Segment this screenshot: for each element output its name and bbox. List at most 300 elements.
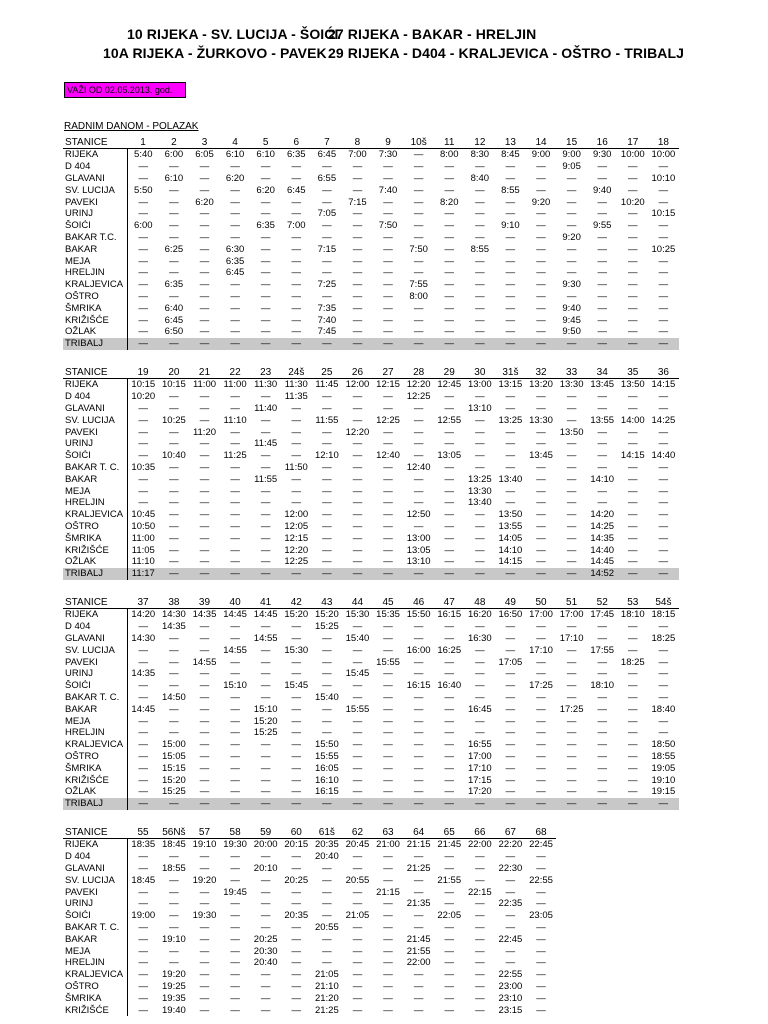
departure-time: — — [536, 208, 546, 220]
departure-time: — — [230, 715, 240, 727]
departure-time: 17:05 — [498, 656, 523, 668]
departure-number: 43 — [321, 596, 333, 608]
station-name: D 404 — [63, 161, 128, 173]
departure-time: 16:55 — [467, 739, 492, 751]
departure-time: — — [618, 798, 649, 810]
departure-time: — — [260, 231, 271, 243]
departure-time: — — [505, 326, 516, 338]
departure-time: 12:55 — [437, 414, 462, 426]
departure-time: 13:15 — [495, 379, 526, 391]
departure-time: — — [383, 727, 393, 739]
station-name: URINJ — [63, 438, 128, 450]
departure-time: — — [505, 196, 516, 208]
departure-time: — — [536, 886, 546, 898]
departure-time: 15:55 — [376, 656, 400, 668]
departure-time: — — [597, 727, 607, 739]
departure-time: — — [138, 450, 149, 462]
departure-time: — — [230, 544, 240, 556]
departure-number: 37 — [137, 596, 149, 608]
departure-time: — — [169, 680, 179, 692]
departure-time: — — [475, 862, 485, 874]
departure-time: — — [597, 739, 607, 751]
departure-time: — — [159, 568, 190, 580]
departure-time: — — [383, 632, 393, 644]
departure-time: — — [291, 969, 302, 981]
departure-time: 8:00 — [409, 290, 428, 302]
departure-time: — — [628, 485, 638, 497]
departure-time: 7:50 — [378, 220, 398, 232]
departure-time: — — [383, 485, 393, 497]
departure-time: — — [413, 326, 424, 338]
departure-time: — — [291, 426, 302, 438]
departure-time: — — [138, 750, 149, 762]
departure-time: — — [230, 279, 240, 291]
departure-time: — — [597, 161, 607, 173]
departure-time: — — [597, 656, 607, 668]
departure-time: — — [505, 750, 516, 762]
departure-time: — — [566, 509, 577, 521]
departure-number: 44 — [351, 596, 364, 608]
departure-time: — — [199, 851, 210, 863]
departure-time: — — [444, 750, 454, 762]
station-row — [63, 544, 679, 556]
departure-time: — — [169, 497, 179, 509]
departure-time: — — [199, 703, 210, 715]
departure-time: — — [658, 715, 669, 727]
departure-time: — — [444, 302, 454, 314]
departure-time: 14:40 — [651, 450, 676, 462]
departure-number: 23 — [260, 366, 272, 378]
departure-time: — — [383, 739, 393, 751]
departure-time: — — [628, 668, 638, 680]
departure-time: — — [138, 1004, 149, 1016]
departure-time: — — [628, 727, 638, 739]
station-row — [63, 279, 679, 291]
station-name: ŠOIĆI — [63, 910, 128, 922]
departure-time: — — [597, 231, 607, 243]
departure-number: 3 — [201, 136, 208, 148]
departure-time: — — [658, 402, 669, 414]
departure-time: — — [505, 172, 516, 184]
departure-time: — — [505, 621, 516, 633]
departure-time: — — [352, 267, 363, 279]
departure-time: — — [587, 338, 618, 350]
departure-time: — — [536, 220, 546, 232]
departure-time: 16:30 — [467, 632, 492, 644]
station-name: RIJEKA — [63, 609, 128, 621]
departure-time: — — [628, 172, 638, 184]
departure-time: — — [230, 762, 240, 774]
departure-time: — — [628, 739, 638, 751]
station-name: GLAVANI — [63, 863, 128, 875]
departure-time: — — [475, 532, 485, 544]
departure-time: — — [322, 668, 332, 680]
station-name: SV. LUCIJA — [63, 644, 128, 656]
departure-number: 22 — [229, 366, 241, 378]
departure-time: — — [322, 886, 332, 898]
departure-time: — — [322, 862, 332, 874]
departure-time: 13:50 — [498, 509, 523, 521]
departure-time: — — [444, 774, 454, 786]
departure-time: 15:15 — [162, 762, 186, 774]
departure-time: — — [566, 656, 577, 668]
departure-time: — — [260, 556, 271, 568]
departure-time: — — [199, 898, 210, 910]
departure-time: 20:30 — [253, 945, 278, 957]
station-name: RIJEKA — [63, 149, 128, 161]
departure-time: 11:35 — [284, 391, 308, 403]
departure-time: — — [444, 668, 454, 680]
departure-time: 19:35 — [162, 992, 186, 1004]
departure-time: 21:25 — [406, 862, 431, 874]
departure-number: 45 — [382, 596, 394, 608]
departure-time: 21:55 — [437, 874, 462, 886]
departure-time: — — [566, 556, 577, 568]
departure-time: — — [291, 786, 302, 798]
departure-time: — — [475, 161, 485, 173]
departure-time: 15:45 — [284, 680, 309, 692]
departure-time: 15:10 — [253, 703, 278, 715]
departure-time: — — [199, 644, 210, 656]
departure-time: — — [505, 680, 516, 692]
departure-time: — — [597, 750, 607, 762]
departure-time: 14:35 — [162, 621, 186, 633]
departure-time: — — [566, 402, 577, 414]
departure-time: — — [475, 980, 485, 992]
departure-time: — — [465, 568, 496, 580]
departure-time: — — [260, 243, 271, 255]
departure-time: — — [444, 933, 454, 945]
departure-time: 16:10 — [314, 774, 339, 786]
departure-time: — — [566, 739, 577, 751]
departure-time: — — [413, 703, 424, 715]
station-row — [63, 969, 556, 981]
departure-time: — — [444, 461, 454, 473]
departure-time: — — [597, 391, 607, 403]
departure-time: — — [138, 290, 149, 302]
departure-time: — — [291, 980, 302, 992]
departure-time: 22:15 — [467, 886, 492, 898]
station-row — [63, 149, 679, 161]
departure-time: — — [413, 438, 424, 450]
departure-time: 8:55 — [470, 243, 490, 255]
station-name: D 404 — [63, 851, 128, 863]
departure-time: 9:40 — [562, 302, 581, 314]
departure-number: 66 — [474, 826, 486, 838]
departure-time: — — [260, 921, 271, 933]
departure-time: — — [169, 544, 179, 556]
departure-time: — — [260, 668, 271, 680]
departure-time: 21:20 — [314, 992, 339, 1004]
station-name: KRALJEVICA — [63, 739, 128, 751]
departure-time: — — [536, 556, 546, 568]
departure-time: — — [597, 196, 607, 208]
departure-time: 17:25 — [529, 680, 553, 692]
departure-time: — — [260, 691, 271, 703]
departure-time: 18:35 — [128, 839, 159, 851]
departure-time: — — [444, 992, 454, 1004]
departure-time: 14:15 — [648, 379, 679, 391]
departure-time: — — [260, 750, 271, 762]
departure-time: — — [169, 921, 179, 933]
departure-time: — — [230, 739, 240, 751]
departure-time: 17:00 — [556, 609, 587, 621]
departure-time: — — [199, 450, 210, 462]
departure-time: — — [628, 426, 638, 438]
departure-time: 6:10 — [250, 149, 281, 161]
departure-time: — — [648, 338, 679, 350]
departure-time: 18:15 — [648, 609, 679, 621]
departure-number: 17 — [627, 136, 639, 148]
departure-time: 14:45 — [250, 609, 281, 621]
departure-time: 13:25 — [498, 414, 523, 426]
departure-time: 17:45 — [587, 609, 618, 621]
departure-time: — — [566, 290, 577, 302]
departure-number: 24š — [288, 366, 305, 378]
departure-time: — — [383, 1004, 393, 1016]
departure-time: — — [536, 980, 546, 992]
departure-time: — — [566, 391, 577, 403]
departure-time: 6:00 — [159, 149, 190, 161]
departure-time: — — [628, 774, 638, 786]
departure-time: — — [169, 715, 179, 727]
departure-time: — — [628, 473, 638, 485]
departure-time: — — [444, 172, 454, 184]
departure-time: 14:30 — [131, 632, 156, 644]
departure-time: — — [658, 279, 669, 291]
departure-time: 22:30 — [498, 862, 523, 874]
departure-time: — — [322, 196, 332, 208]
departure-time: — — [352, 945, 363, 957]
departure-time: — — [475, 945, 485, 957]
departure-time: — — [383, 314, 393, 326]
departure-time: — — [536, 632, 546, 644]
departure-time: 6:20 — [195, 196, 214, 208]
departure-time: — — [505, 302, 516, 314]
departure-time: 23:00 — [498, 980, 523, 992]
departure-time: — — [475, 438, 485, 450]
station-name: SV. LUCIJA — [63, 414, 128, 426]
departure-time: — — [138, 208, 149, 220]
departure-time: — — [199, 172, 210, 184]
departure-time: — — [566, 668, 577, 680]
departure-time: 19:15 — [651, 786, 676, 798]
departure-time: — — [465, 798, 496, 810]
departure-time: — — [566, 243, 577, 255]
departure-time: 13:40 — [467, 497, 492, 509]
departure-time: — — [352, 898, 363, 910]
departure-time: — — [169, 556, 179, 568]
departure-number: 28 — [413, 366, 425, 378]
departure-time: — — [413, 267, 424, 279]
departure-time: — — [628, 461, 638, 473]
departure-time: — — [444, 509, 454, 521]
departure-time: — — [475, 520, 485, 532]
departure-time: 17:10 — [559, 632, 584, 644]
departure-time: — — [536, 750, 546, 762]
departure-time: — — [138, 267, 149, 279]
departure-time: — — [444, 290, 454, 302]
departure-time: 17:20 — [467, 786, 492, 798]
station-name: TRIBALJ — [63, 568, 128, 580]
departure-time: 6:45 — [225, 267, 245, 279]
departure-time: — — [536, 161, 546, 173]
departure-number: 20 — [168, 366, 180, 378]
departure-time: — — [536, 762, 546, 774]
departure-time: — — [383, 302, 393, 314]
departure-time: — — [138, 438, 149, 450]
station-name: MEJA — [63, 255, 128, 267]
departure-time: — — [199, 691, 210, 703]
departure-time: 20:35 — [284, 910, 309, 922]
departure-time: 14:30 — [159, 609, 190, 621]
station-name: ŠOIĆI — [63, 680, 128, 692]
departure-time: — — [566, 267, 577, 279]
departure-time: — — [628, 532, 638, 544]
departure-time: 21:45 — [406, 933, 431, 945]
departure-time: 13:55 — [590, 414, 615, 426]
departure-time: — — [260, 644, 271, 656]
departure-time: — — [658, 497, 669, 509]
departure-time: — — [291, 314, 302, 326]
departure-time: — — [444, 727, 454, 739]
departure-time: — — [505, 874, 516, 886]
departure-time: — — [628, 750, 638, 762]
departure-time: 21:05 — [345, 910, 370, 922]
departure-time: — — [536, 172, 546, 184]
departure-time: — — [169, 520, 179, 532]
departure-time: — — [505, 668, 516, 680]
departure-time: — — [230, 910, 240, 922]
departure-time: — — [138, 851, 149, 863]
stations-label: STANICE — [65, 826, 108, 838]
departure-time: — — [597, 402, 607, 414]
departure-time: — — [505, 921, 516, 933]
departure-time: — — [230, 196, 240, 208]
departure-time: — — [352, 497, 363, 509]
departure-time: 18:55 — [162, 862, 186, 874]
station-row — [63, 739, 679, 751]
departure-time: — — [413, 727, 424, 739]
departure-time: 16:50 — [495, 609, 526, 621]
station-row — [63, 220, 679, 232]
departure-time: — — [291, 656, 302, 668]
departure-number: 61š — [318, 826, 335, 838]
departure-time: — — [260, 980, 271, 992]
departure-time: — — [260, 774, 271, 786]
departure-time: — — [413, 750, 424, 762]
departure-time: 15:00 — [162, 739, 186, 751]
departure-time: — — [403, 338, 434, 350]
departure-time: — — [230, 933, 240, 945]
stations-label: STANICE — [65, 366, 108, 378]
departure-time: 20:55 — [345, 874, 370, 886]
departure-time: — — [383, 910, 393, 922]
departure-time: — — [128, 338, 159, 350]
departure-time: — — [352, 656, 363, 668]
departure-time: 6:20 — [256, 184, 275, 196]
departure-time: — — [566, 255, 577, 267]
station-name: HRELJIN — [63, 727, 128, 739]
departure-number: 4 — [232, 136, 238, 148]
departure-time: — — [475, 255, 485, 267]
departure-time: — — [169, 532, 179, 544]
station-row — [63, 485, 679, 497]
departure-time: — — [159, 798, 190, 810]
departure-time: 22:00 — [406, 957, 431, 969]
departure-time: — — [505, 426, 516, 438]
departure-time: — — [597, 461, 607, 473]
departure-time: — — [169, 703, 179, 715]
departure-header-row — [63, 366, 679, 379]
departure-time: — — [413, 774, 424, 786]
departure-time: — — [475, 391, 485, 403]
departure-time: — — [505, 231, 516, 243]
departure-time: 14:25 — [590, 520, 615, 532]
departure-time: 11:20 — [192, 426, 217, 438]
departure-time: — — [536, 473, 546, 485]
departure-time: — — [536, 656, 546, 668]
station-name: SV. LUCIJA — [63, 184, 128, 196]
departure-time: — — [475, 509, 485, 521]
departure-time: — — [169, 231, 179, 243]
departure-time: — — [260, 497, 271, 509]
departure-time: — — [138, 680, 149, 692]
station-row — [63, 981, 556, 993]
departure-time: — — [536, 231, 546, 243]
departure-time: — — [230, 220, 240, 232]
departure-time: — — [658, 509, 669, 521]
departure-time: — — [505, 762, 516, 774]
departure-time: — — [444, 739, 454, 751]
departure-time: — — [658, 426, 669, 438]
departure-time: — — [291, 715, 302, 727]
departure-time: 22:20 — [495, 839, 526, 851]
departure-time: 15:55 — [314, 750, 339, 762]
departure-time: — — [383, 750, 393, 762]
departure-time: 22:45 — [526, 839, 557, 851]
station-row — [63, 391, 679, 403]
departure-time: 15:10 — [223, 680, 247, 692]
departure-time: — — [352, 739, 363, 751]
departure-time: — — [352, 644, 363, 656]
departure-time: — — [138, 957, 149, 969]
departure-time: 18:10 — [590, 680, 615, 692]
departure-time: 12:20 — [345, 426, 370, 438]
departure-time: — — [536, 255, 546, 267]
departure-time: — — [230, 691, 240, 703]
departure-time: — — [475, 969, 485, 981]
departure-time: — — [291, 326, 302, 338]
departure-time: — — [505, 727, 516, 739]
departure-time: — — [383, 532, 393, 544]
departure-time: — — [322, 402, 332, 414]
departure-time: — — [413, 485, 424, 497]
departure-time: — — [628, 762, 638, 774]
departure-time: 12:20 — [284, 544, 309, 556]
departure-time: — — [322, 461, 332, 473]
departure-time: — — [352, 520, 363, 532]
route-10-title: 10 RIJEKA - SV. LUCIJA - ŠOIĆI — [127, 26, 339, 42]
departure-time: — — [628, 231, 638, 243]
departure-time: — — [505, 703, 516, 715]
departure-time: 6:45 — [164, 314, 184, 326]
departure-time: — — [322, 161, 332, 173]
departure-time: — — [413, 426, 424, 438]
departure-time: 6:35 — [164, 279, 184, 291]
departure-time: — — [281, 568, 312, 580]
departure-time: — — [322, 680, 332, 692]
